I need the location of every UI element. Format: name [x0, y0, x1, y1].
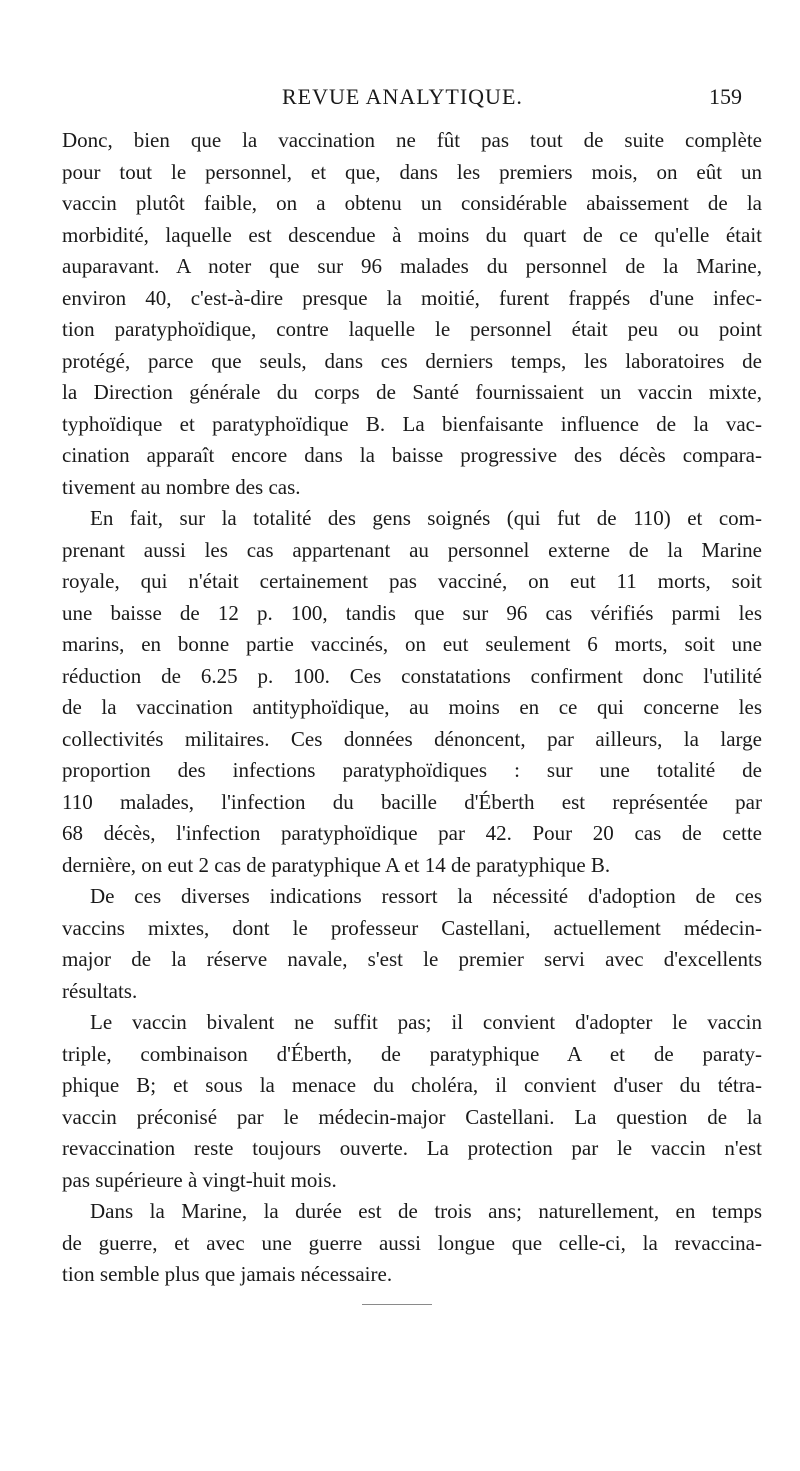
text-line: réduction de 6.25 p. 100. Ces constatations confirment donc l'utilité — [62, 663, 762, 688]
text-line: triple, combinaison d'Éberth, de paratyphique A et de paraty- — [62, 1041, 762, 1066]
text-line: cination apparaît encore dans la baisse progressive des décès compara- — [62, 443, 762, 467]
text-line: de guerre, et avec une guerre aussi longue que celle-ci, la revaccina- — [62, 1230, 762, 1255]
section-end-rule — [362, 1304, 432, 1305]
text-line: En fait, sur la totalité des gens soignés (qui fut de 110) et com- — [90, 506, 762, 530]
text-line: vaccins mixtes, dont le professeur Castellani, actuellement médecin- — [62, 915, 762, 940]
text-line: royale, qui n'était certainement pas vacciné, on eut 11 morts, soit — [62, 569, 762, 593]
text-line: Dans la Marine, la durée est de trois ans; naturellement, en temps — [90, 1199, 762, 1223]
text-line: pas supérieure à vingt-huit mois. — [62, 1167, 337, 1192]
running-title: REVUE ANALYTIQUE. — [282, 84, 523, 109]
text-line: pour tout le personnel, et que, dans les premiers mois, on eût un — [62, 159, 762, 184]
page-number: 159 — [709, 84, 742, 109]
text-line: une baisse de 12 p. 100, tandis que sur 96 cas vérifiés parmi les — [62, 600, 762, 625]
running-head — [62, 84, 742, 116]
text-line: collectivités militaires. Ces données dénoncent, par ailleurs, la large — [62, 726, 762, 751]
text-line: Donc, bien que la vaccination ne fût pas tout de suite complète — [62, 128, 762, 152]
text-line: tion semble plus que jamais nécessaire. — [62, 1262, 393, 1286]
body-text — [62, 125, 762, 1291]
text-line: protégé, parce que seuls, dans ces derniers temps, les laboratoires de — [62, 348, 762, 373]
text-line: tion paratyphoïdique, contre laquelle le personnel était peu ou point — [62, 317, 762, 341]
text-line: morbidité, laquelle est descendue à moins du quart de ce qu'elle était — [62, 222, 762, 247]
text-line: typhoïdique et paratyphoïdique B. La bienfaisante influence de la vac- — [62, 411, 762, 436]
text-line: 68 décès, l'infection paratyphoïdique par 42. Pour 20 cas de cette — [62, 821, 762, 845]
paragraph-3 — [62, 881, 762, 1007]
paragraph-1 — [62, 125, 762, 503]
text-line: la Direction générale du corps de Santé fournissaient un vaccin mixte, — [62, 380, 762, 404]
paragraph-4 — [62, 1007, 762, 1196]
paragraph-5 — [62, 1196, 762, 1291]
text-line: phique B; et sous la menace du choléra, il convient d'user du tétra- — [62, 1073, 762, 1097]
text-line: auparavant. A noter que sur 96 malades du personnel de la Marine, — [62, 254, 762, 278]
paragraph-2 — [62, 503, 762, 881]
text-line: vaccin préconisé par le médecin-major Castellani. La question de la — [62, 1104, 762, 1129]
text-line: revaccination reste toujours ouverte. La protection par le vaccin n'est — [62, 1136, 762, 1160]
text-line: de la vaccination antityphoïdique, au moins en ce qui concerne les — [62, 695, 762, 719]
text-line: proportion des infections paratyphoïdiques : sur une totalité de — [62, 758, 762, 782]
text-line: tivement au nombre des cas. — [62, 474, 301, 499]
text-line: marins, en bonne partie vaccinés, on eut seulement 6 morts, soit une — [62, 632, 762, 656]
text-line: De ces diverses indications ressort la nécessité d'adoption de ces — [90, 884, 762, 908]
text-line: dernière, on eut 2 cas de paratyphique A et 14 de paratyphique B. — [62, 852, 611, 877]
text-line: résultats. — [62, 978, 138, 1003]
text-line: 110 malades, l'infection du bacille d'Éberth est représentée par — [62, 789, 762, 814]
text-line: vaccin plutôt faible, on a obtenu un considérable abaissement de la — [62, 191, 762, 215]
text-line: environ 40, c'est-à-dire presque la moitié, furent frappés d'une infec- — [62, 285, 762, 310]
text-line: Le vaccin bivalent ne suffit pas; il convient d'adopter le vaccin — [90, 1010, 762, 1034]
text-line: major de la réserve navale, s'est le premier servi avec d'excellents — [62, 947, 762, 971]
text-line: prenant aussi les cas appartenant au personnel externe de la Marine — [62, 537, 762, 562]
